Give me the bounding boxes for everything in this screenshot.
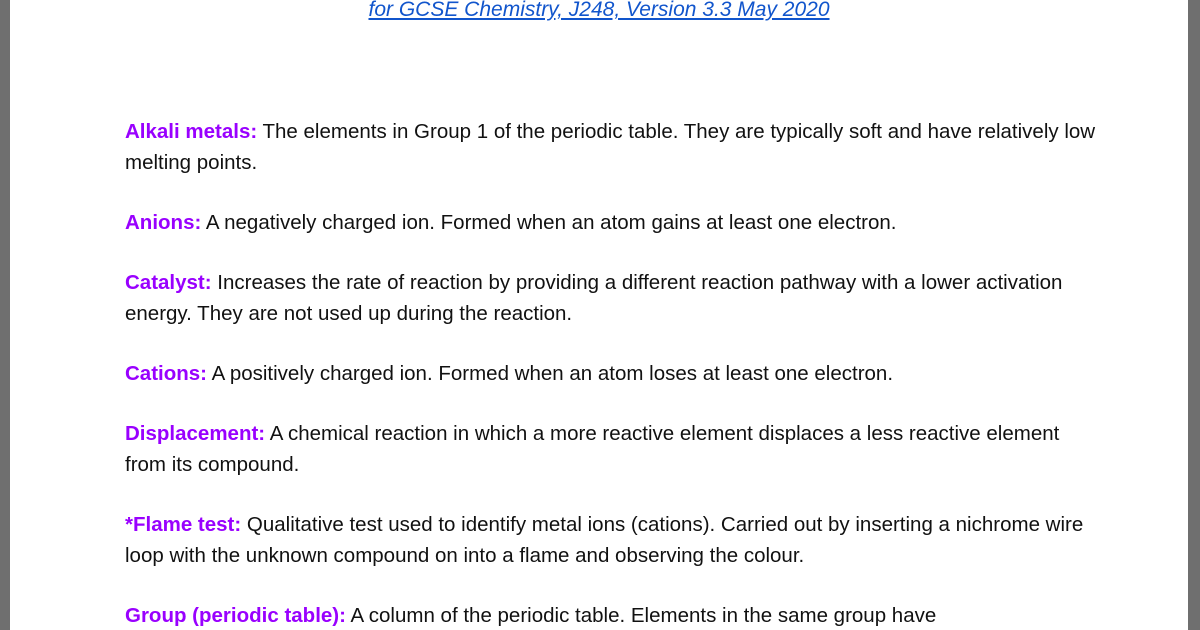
glossary-term: Alkali metals:	[125, 120, 258, 143]
glossary-term: Group (periodic table):	[125, 604, 346, 627]
glossary-list	[125, 116, 1105, 630]
glossary-term: Cations:	[125, 362, 207, 385]
glossary-term: Catalyst:	[125, 271, 212, 294]
glossary-definition: Qualitative test used to identify metal ions (cations). Carried out by inserting a nichrome wire loop with the unknown compound on into a flame and observing the colour.	[125, 513, 1084, 567]
specification-link[interactable]: for GCSE Chemistry, J248, Version 3.3 May 2020	[368, 0, 830, 21]
glossary-entry-displacement	[125, 418, 1105, 480]
glossary-definition: A column of the periodic table. Elements in the same group have	[350, 604, 937, 627]
glossary-entry-cations	[125, 358, 1105, 389]
glossary-entry-anions	[125, 207, 1105, 238]
glossary-entry-flame-test	[125, 509, 1105, 571]
glossary-definition: A chemical reaction in which a more reactive element displaces a less reactive element from its compound.	[125, 422, 1060, 476]
glossary-entry-alkali-metals	[125, 116, 1105, 178]
glossary-term: *Flame test:	[125, 513, 242, 536]
glossary-entry-group	[125, 600, 1105, 630]
glossary-entry-catalyst	[125, 267, 1105, 329]
glossary-definition: A negatively charged ion. Formed when an atom gains at least one electron.	[205, 211, 897, 234]
glossary-term: Displacement:	[125, 422, 266, 445]
glossary-definition: The elements in Group 1 of the periodic table. They are typically soft and have relatively low melting points.	[125, 120, 1096, 174]
glossary-definition: A positively charged ion. Formed when an atom loses at least one electron.	[211, 362, 894, 385]
glossary-definition: Increases the rate of reaction by providing a different reaction pathway with a lower activation energy. They are not used up during the reaction.	[125, 271, 1063, 325]
document-page	[10, 0, 1188, 630]
glossary-term: Anions:	[125, 211, 202, 234]
